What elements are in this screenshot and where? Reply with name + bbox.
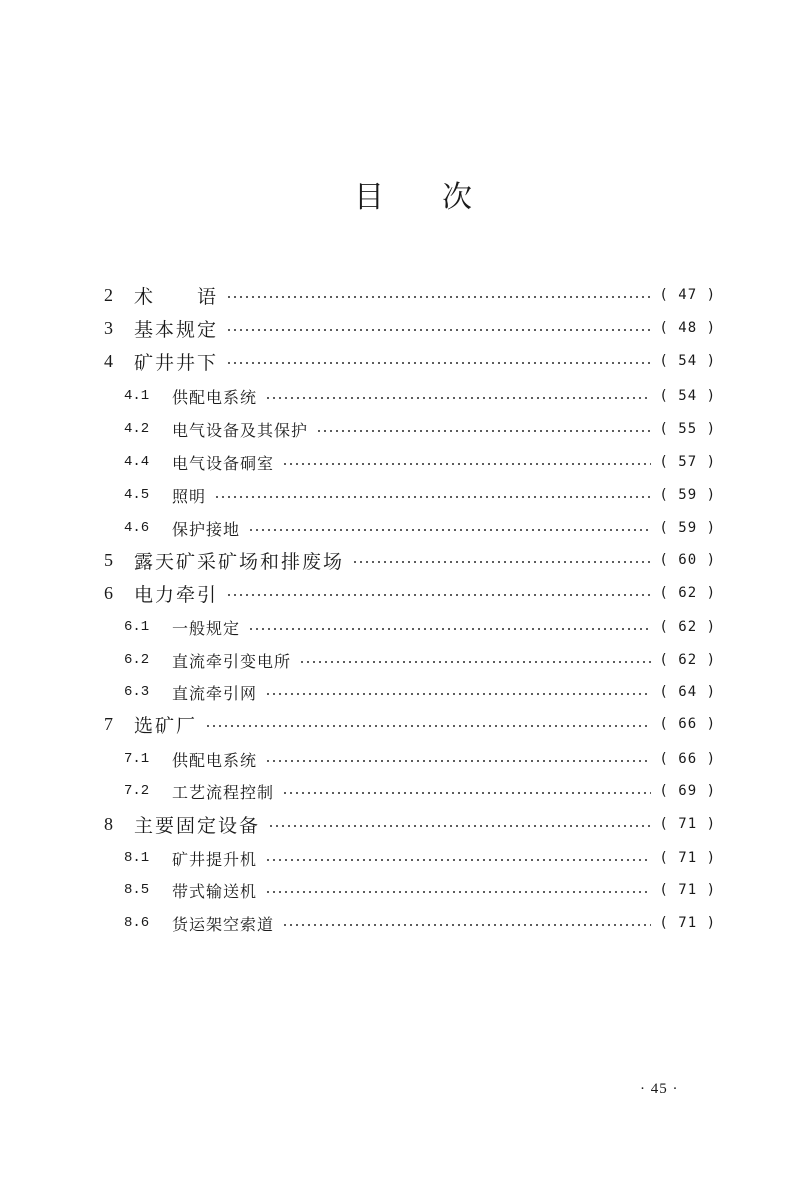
toc-entry-title: 矿井井下 [134,351,219,374]
page-title-char-2: 次 [442,180,472,215]
toc-entry-page: ( 66 ) [659,716,716,732]
toc-entry-title: 供配电系统 [172,387,258,407]
toc-entry-page: ( 47 ) [659,287,716,303]
toc-entry-title: 电力牵引 [134,583,219,606]
dot-leader [282,792,651,794]
toc-entry-number: 7.1 [124,751,150,767]
toc-entry [124,480,716,510]
toc-entry [124,776,716,806]
toc-entry [124,744,716,774]
toc-entry-title: 货运架空索道 [172,914,275,934]
toc-entry-number: 3 [104,317,113,338]
toc-entry-number: 6.3 [124,684,150,700]
toc-entry-number: 8.1 [124,850,150,866]
toc-entry-number: 8.5 [124,882,150,898]
toc-entry [124,612,716,642]
toc-entry-number: 8 [104,813,113,834]
toc-entry-title: 直流牵引变电所 [172,651,292,671]
toc-entry-number: 4.1 [124,388,150,404]
toc-entry-number: 6.1 [124,619,150,635]
toc-entry [124,513,716,543]
dot-leader [248,529,651,531]
toc-entry-title: 一般规定 [172,618,241,638]
dot-leader [265,859,651,861]
toc-entry-page: ( 59 ) [659,487,716,503]
toc-entry-number: 4.4 [124,454,150,470]
toc-entry-page: ( 62 ) [659,619,716,635]
toc-entry-page: ( 71 ) [659,915,716,931]
toc-entry-title: 矿井提升机 [172,849,258,869]
dot-leader [299,661,651,663]
dot-leader [265,693,651,695]
dot-leader [282,924,651,926]
toc-entry-page: ( 71 ) [659,816,716,832]
toc-entry-page: ( 64 ) [659,684,716,700]
toc-entry-number: 5 [104,549,113,570]
toc-entry-title: 主要固定设备 [134,814,261,837]
toc-entry-page: ( 60 ) [659,552,716,568]
dot-leader [268,825,651,827]
toc-entry-title: 带式输送机 [172,881,258,901]
dot-leader [226,329,651,331]
toc-entry [104,280,716,310]
toc-entry [124,875,716,905]
toc-entry [104,809,716,839]
toc-entry-page: ( 71 ) [659,850,716,866]
toc-entry-page: ( 62 ) [659,652,716,668]
toc-entry-page: ( 48 ) [659,320,716,336]
toc-entry [104,545,716,575]
toc-entry-title: 基本规定 [134,318,219,341]
toc-entry-title: 选矿厂 [134,714,198,737]
toc-entry [104,578,716,608]
toc-entry-number: 8.6 [124,915,150,931]
dot-leader [282,463,651,465]
dot-leader [265,891,651,893]
dot-leader [226,594,651,596]
dot-leader [205,725,651,727]
toc-entry-page: ( 62 ) [659,585,716,601]
toc-entry-number: 4.5 [124,487,150,503]
toc-entry [124,843,716,873]
toc-entry-page: ( 71 ) [659,882,716,898]
page-title-char-1: 目 [354,180,384,215]
toc-entry [124,381,716,411]
toc-entry-title: 工艺流程控制 [172,782,275,802]
toc-entry-page: ( 59 ) [659,520,716,536]
toc-entry [124,414,716,444]
toc-entry [124,645,716,675]
toc-entry-number: 2 [104,284,113,305]
dot-leader [265,760,651,762]
toc-entry-number: 4.6 [124,520,150,536]
toc-entry-page: ( 55 ) [659,421,716,437]
toc-entry-page: ( 54 ) [659,388,716,404]
dot-leader [265,397,651,399]
toc-entry-title: 术 语 [134,285,219,308]
toc-entry-title: 电气设备硐室 [172,453,275,473]
toc-entry-title: 电气设备及其保护 [172,420,309,440]
toc-entry-number: 6 [104,582,113,603]
toc-entry-number: 7 [104,713,113,734]
toc-entry-number: 4 [104,350,113,371]
toc-entry-number: 7.2 [124,783,150,799]
toc-entry-page: ( 57 ) [659,454,716,470]
toc-entry-page: ( 54 ) [659,353,716,369]
toc-entry-page: ( 69 ) [659,783,716,799]
toc-entry-title: 露天矿采矿场和排废场 [134,550,345,573]
toc-entry [104,709,716,739]
dot-leader [248,628,651,630]
toc-entry-number: 6.2 [124,652,150,668]
toc-entry-title: 直流牵引网 [172,683,258,703]
dot-leader [352,561,651,563]
toc-entry [124,447,716,477]
toc-entry-title: 保护接地 [172,519,241,539]
dot-leader [214,496,651,498]
toc-entry-title: 照明 [172,486,207,506]
dot-leader [316,430,651,432]
toc-entry [124,677,716,707]
page-number: · 45 · [640,1081,679,1097]
toc-entry-number: 4.2 [124,421,150,437]
toc-entry-page: ( 66 ) [659,751,716,767]
toc-entry [124,908,716,938]
toc-entry [104,313,716,343]
dot-leader [226,296,651,298]
dot-leader [226,362,651,364]
toc-entry-title: 供配电系统 [172,750,258,770]
toc-entry [104,346,716,376]
